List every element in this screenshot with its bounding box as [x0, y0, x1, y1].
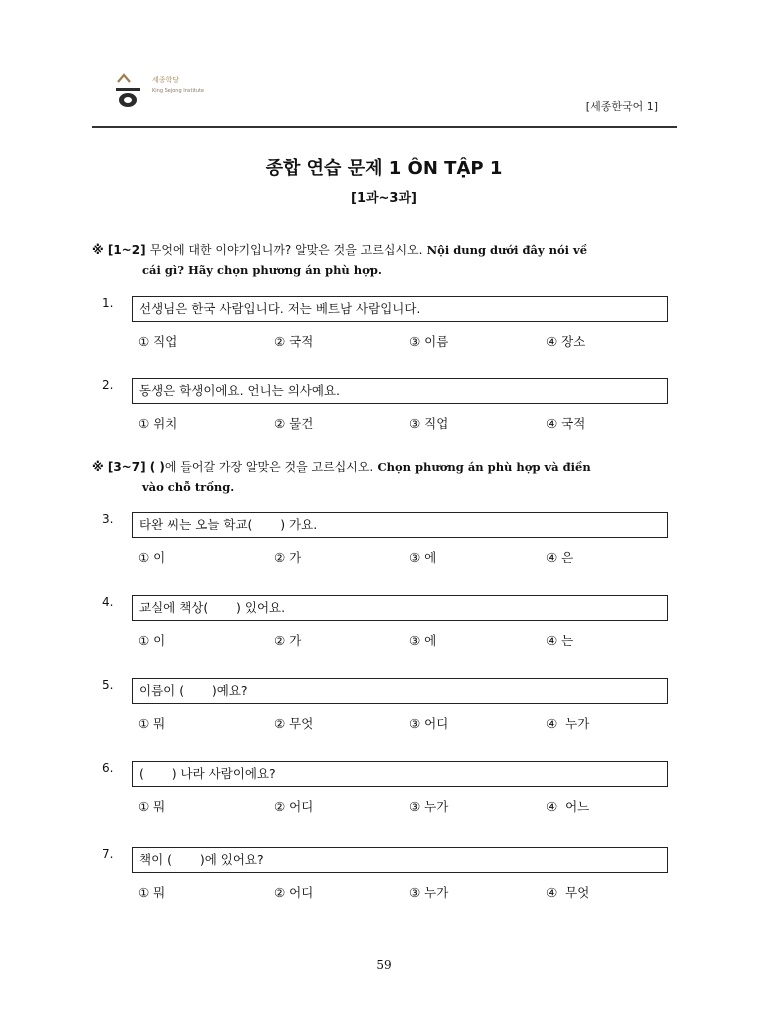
institute-logo: [112, 72, 222, 112]
answer-option[interactable]: ③ 누가: [409, 799, 449, 814]
question-text-box: 선생님은 한국 사람입니다. 저는 베트남 사람입니다.: [132, 296, 668, 322]
page-subtitle: [1과~3과]: [351, 191, 417, 206]
answer-options: [138, 883, 678, 901]
instruction-vietnamese-cont: vào chỗ trống.: [142, 480, 235, 494]
question-number: 4.: [102, 595, 114, 609]
answer-options: [138, 414, 678, 432]
answer-option[interactable]: ① 위치: [138, 416, 178, 431]
answer-option[interactable]: ① 이: [138, 633, 166, 648]
question-text-box: 책이 ( )에 있어요?: [132, 847, 668, 873]
answer-option[interactable]: ② 어디: [274, 885, 314, 900]
answer-option[interactable]: ② 어디: [274, 799, 314, 814]
question-number: 6.: [102, 761, 114, 775]
section-mark: ※ [3~7] ( ): [92, 460, 165, 474]
answer-options: [138, 548, 678, 566]
answer-option[interactable]: ④ 국적: [546, 416, 586, 431]
answer-option[interactable]: ④ 무엇: [546, 885, 590, 900]
answer-option[interactable]: ② 가: [274, 633, 302, 648]
question-number: 3.: [102, 512, 114, 526]
question-text-box: 동생은 학생이에요. 언니는 의사예요.: [132, 378, 668, 404]
answer-option[interactable]: ③ 누가: [409, 885, 449, 900]
question-number: 5.: [102, 678, 114, 692]
logo-subtext: King Sejong Institute: [152, 88, 204, 94]
answer-option[interactable]: ④ 누가: [546, 716, 590, 731]
answer-option[interactable]: ① 뭐: [138, 799, 166, 814]
page-title: 종합 연습 문제 1 ÔN TẬP 1: [265, 158, 503, 179]
section-instruction-1: [92, 240, 678, 280]
answer-option[interactable]: ② 국적: [274, 334, 314, 349]
answer-options: [138, 631, 678, 649]
header-divider: [92, 126, 677, 128]
question-number: 7.: [102, 847, 114, 861]
answer-option[interactable]: ① 이: [138, 550, 166, 565]
answer-option[interactable]: ② 가: [274, 550, 302, 565]
section-mark: ※ [1~2]: [92, 243, 146, 257]
question-text-box: 교실에 책상( ) 있어요.: [132, 595, 668, 621]
answer-option[interactable]: ② 물건: [274, 416, 314, 431]
answer-option[interactable]: ④ 어느: [546, 799, 590, 814]
answer-option[interactable]: ② 무엇: [274, 716, 314, 731]
answer-option[interactable]: ④ 은: [546, 550, 574, 565]
answer-options: [138, 332, 678, 350]
instruction-vietnamese-cont: cái gì? Hãy chọn phương án phù hợp.: [142, 263, 382, 277]
answer-option[interactable]: ③ 어디: [409, 716, 449, 731]
answer-option[interactable]: ④ 는: [546, 633, 574, 648]
question-number: 2.: [102, 378, 114, 392]
question-text-box: 이름이 ( )예요?: [132, 678, 668, 704]
answer-option[interactable]: ① 직업: [138, 334, 178, 349]
book-tag: [세종한국어 1]: [585, 100, 658, 113]
answer-option[interactable]: ① 뭐: [138, 716, 166, 731]
question-text-box: ( ) 나라 사람이에요?: [132, 761, 668, 787]
instruction-korean: 무엇에 대한 이야기입니까? 알맞은 것을 고르십시오.: [149, 243, 423, 257]
instruction-vietnamese: Chọn phương án phù hợp và điền: [377, 460, 591, 474]
answer-option[interactable]: ① 뭐: [138, 885, 166, 900]
instruction-korean: 에 들어갈 가장 알맞은 것을 고르십시오.: [164, 460, 374, 474]
question-text-box: 타완 씨는 오늘 학교( ) 가요.: [132, 512, 668, 538]
answer-option[interactable]: ③ 직업: [409, 416, 449, 431]
answer-option[interactable]: ③ 에: [409, 633, 437, 648]
answer-options: [138, 797, 678, 815]
logo-mark-icon: [112, 72, 148, 112]
answer-option[interactable]: ③ 에: [409, 550, 437, 565]
question-number: 1.: [102, 296, 114, 310]
answer-option[interactable]: ③ 이름: [409, 334, 449, 349]
answer-options: [138, 714, 678, 732]
logo-text: 세종학당: [152, 76, 180, 84]
instruction-vietnamese: Nội dung dưới đây nói về: [426, 243, 588, 257]
page-number: 59: [376, 958, 392, 972]
section-instruction-2: [92, 457, 678, 497]
answer-option[interactable]: ④ 장소: [546, 334, 586, 349]
